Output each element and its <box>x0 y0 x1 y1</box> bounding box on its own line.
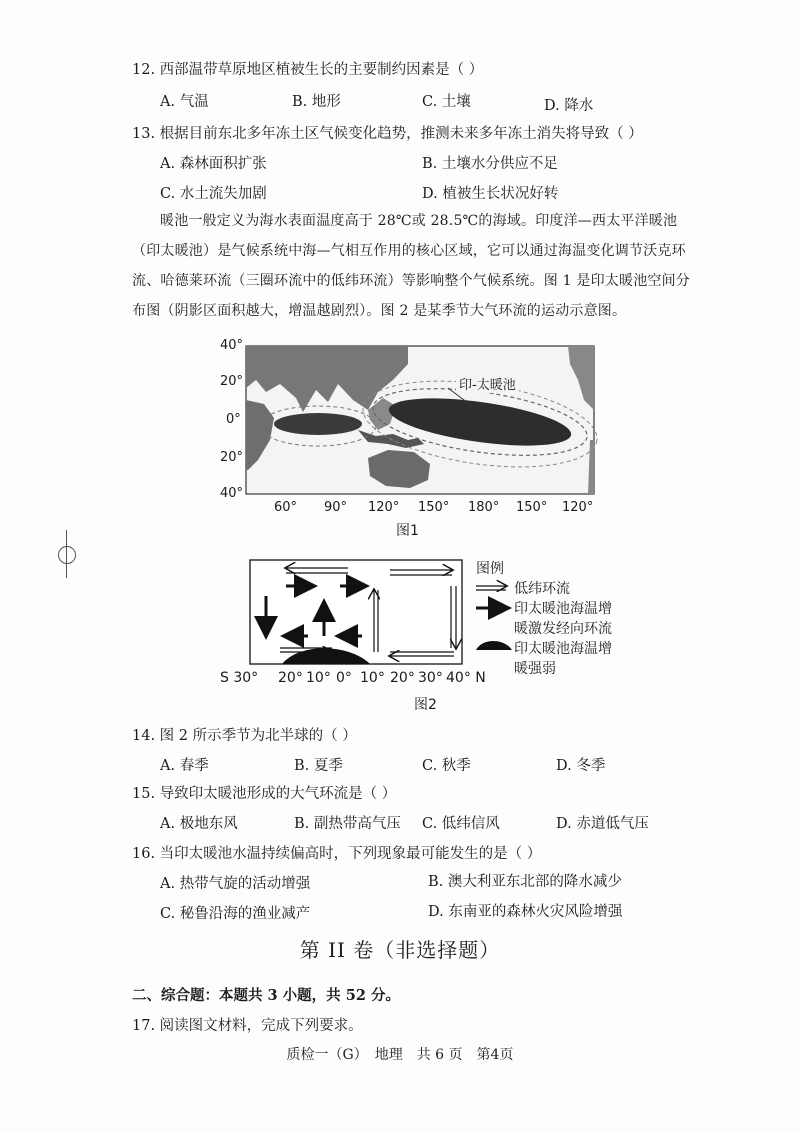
q14-option-a: A. 春季 <box>160 758 209 774</box>
q13-stem: 13. 根据目前东北多年冻土区气候变化趋势，推测未来多年冻土消失将导致（ ） <box>132 126 643 142</box>
part-2-heading: 二、综合题：本题共 3 小题，共 52 分。 <box>132 987 400 1004</box>
q14-option-b: B. 夏季 <box>294 758 343 774</box>
lon-tick: 90° <box>324 500 348 515</box>
q12-stem: 12. 西部温带草原地区植被生长的主要制约因素是（ ） <box>132 62 484 78</box>
axis-tick: 30° <box>418 670 443 686</box>
q15-stem: 15. 导致印太暖池形成的大气环流是（ ） <box>132 786 397 802</box>
q13-option-c: C. 水土流失加剧 <box>160 186 267 202</box>
q13-option-b: B. 土壤水分供应不足 <box>422 156 558 172</box>
figure-2-diagram <box>220 556 640 686</box>
legend-item-intensity-2: 暖强弱 <box>514 661 556 677</box>
q16-option-c: C. 秘鲁沿海的渔业减产 <box>160 906 311 922</box>
lat-tick: 40° <box>220 486 244 501</box>
q15-option-a: A. 极地东风 <box>160 816 238 832</box>
lat-tick: 0° <box>226 412 241 427</box>
axis-tick: 0° <box>336 670 352 686</box>
q15-option-b: B. 副热带高气压 <box>294 816 401 832</box>
warm-pool-label: 印-太暖池 <box>456 374 519 393</box>
axis-tick: 20° <box>278 670 303 686</box>
lon-tick: 120° <box>562 500 594 515</box>
lon-tick: 180° <box>468 500 500 515</box>
q12-option-a: A. 气温 <box>160 94 209 110</box>
legend-item-meridional-1: 印太暖池海温增 <box>514 601 612 617</box>
q13-option-d: D. 植被生长状况好转 <box>422 186 559 202</box>
q16-option-b: B. 澳大利亚东北部的降水减少 <box>428 874 622 890</box>
lon-tick: 120° <box>368 500 400 515</box>
figure-1-caption: 图1 <box>396 523 419 539</box>
axis-tick: 20° <box>390 670 415 686</box>
q14-option-d: D. 冬季 <box>556 758 606 774</box>
q16-stem: 16. 当印太暖池水温持续偏高时，下列现象最可能发生的是（ ） <box>132 846 542 862</box>
q14-option-c: C. 秋季 <box>422 758 471 774</box>
warm-pool-map <box>218 340 598 520</box>
legend-item-meridional-2: 暖激发经向环流 <box>514 621 612 637</box>
page-footer: 质检一（G） 地理 共 6 页 第4页 <box>286 1047 514 1063</box>
legend-item-intensity-1: 印太暖池海温增 <box>514 641 612 657</box>
q17-stem: 17. 阅读图文材料，完成下列要求。 <box>132 1018 363 1034</box>
figure-2-caption: 图2 <box>414 697 437 713</box>
q12-option-b: B. 地形 <box>292 94 341 110</box>
q16-option-d: D. 东南亚的森林火灾风险增强 <box>428 904 623 920</box>
figure-1-map <box>218 340 598 520</box>
q12-option-d: D. 降水 <box>544 98 594 114</box>
q13-option-a: A. 森林面积扩张 <box>160 156 267 172</box>
lon-tick: 150° <box>418 500 450 515</box>
axis-tick: 10° <box>360 670 385 686</box>
lon-tick: 60° <box>274 500 298 515</box>
lat-tick: 40° <box>220 338 244 353</box>
legend-title: 图例 <box>476 561 504 577</box>
q14-stem: 14. 图 2 所示季节为北半球的（ ） <box>132 728 357 744</box>
axis-tick: 10° <box>306 670 331 686</box>
q16-option-a: A. 热带气旋的活动增强 <box>160 876 311 892</box>
reading-passage: 暖池一般定义为海水表面温度高于 28℃或 28.5℃的海域。印度洋—西太平洋暖池（印太暖池）是气候系统中海—气相互作用的核心区域，它可以通过海温变化调节沃克环流、哈德莱环流（三圈环流中的低纬环流）等影响整个气候系统。图 1 是印太暖池空间分布图（阴影区面积越大，增温越剧烈）。图 2 是某季节大气环流的运动示意图。 <box>132 213 691 319</box>
axis-tick: S 30° <box>220 670 259 686</box>
legend-item-low-lat: 低纬环流 <box>514 581 570 597</box>
lat-tick: 20° <box>220 374 244 389</box>
q12-option-c: C. 土壤 <box>422 94 471 110</box>
section-2-title: 第 II 卷（非选择题） <box>299 938 501 962</box>
axis-tick: 40° N <box>446 670 486 686</box>
q15-option-c: C. 低纬信风 <box>422 816 500 832</box>
q15-option-d: D. 赤道低气压 <box>556 816 649 832</box>
lat-tick: 20° <box>220 450 244 465</box>
lon-tick: 150° <box>516 500 548 515</box>
binding-hole <box>58 546 76 564</box>
